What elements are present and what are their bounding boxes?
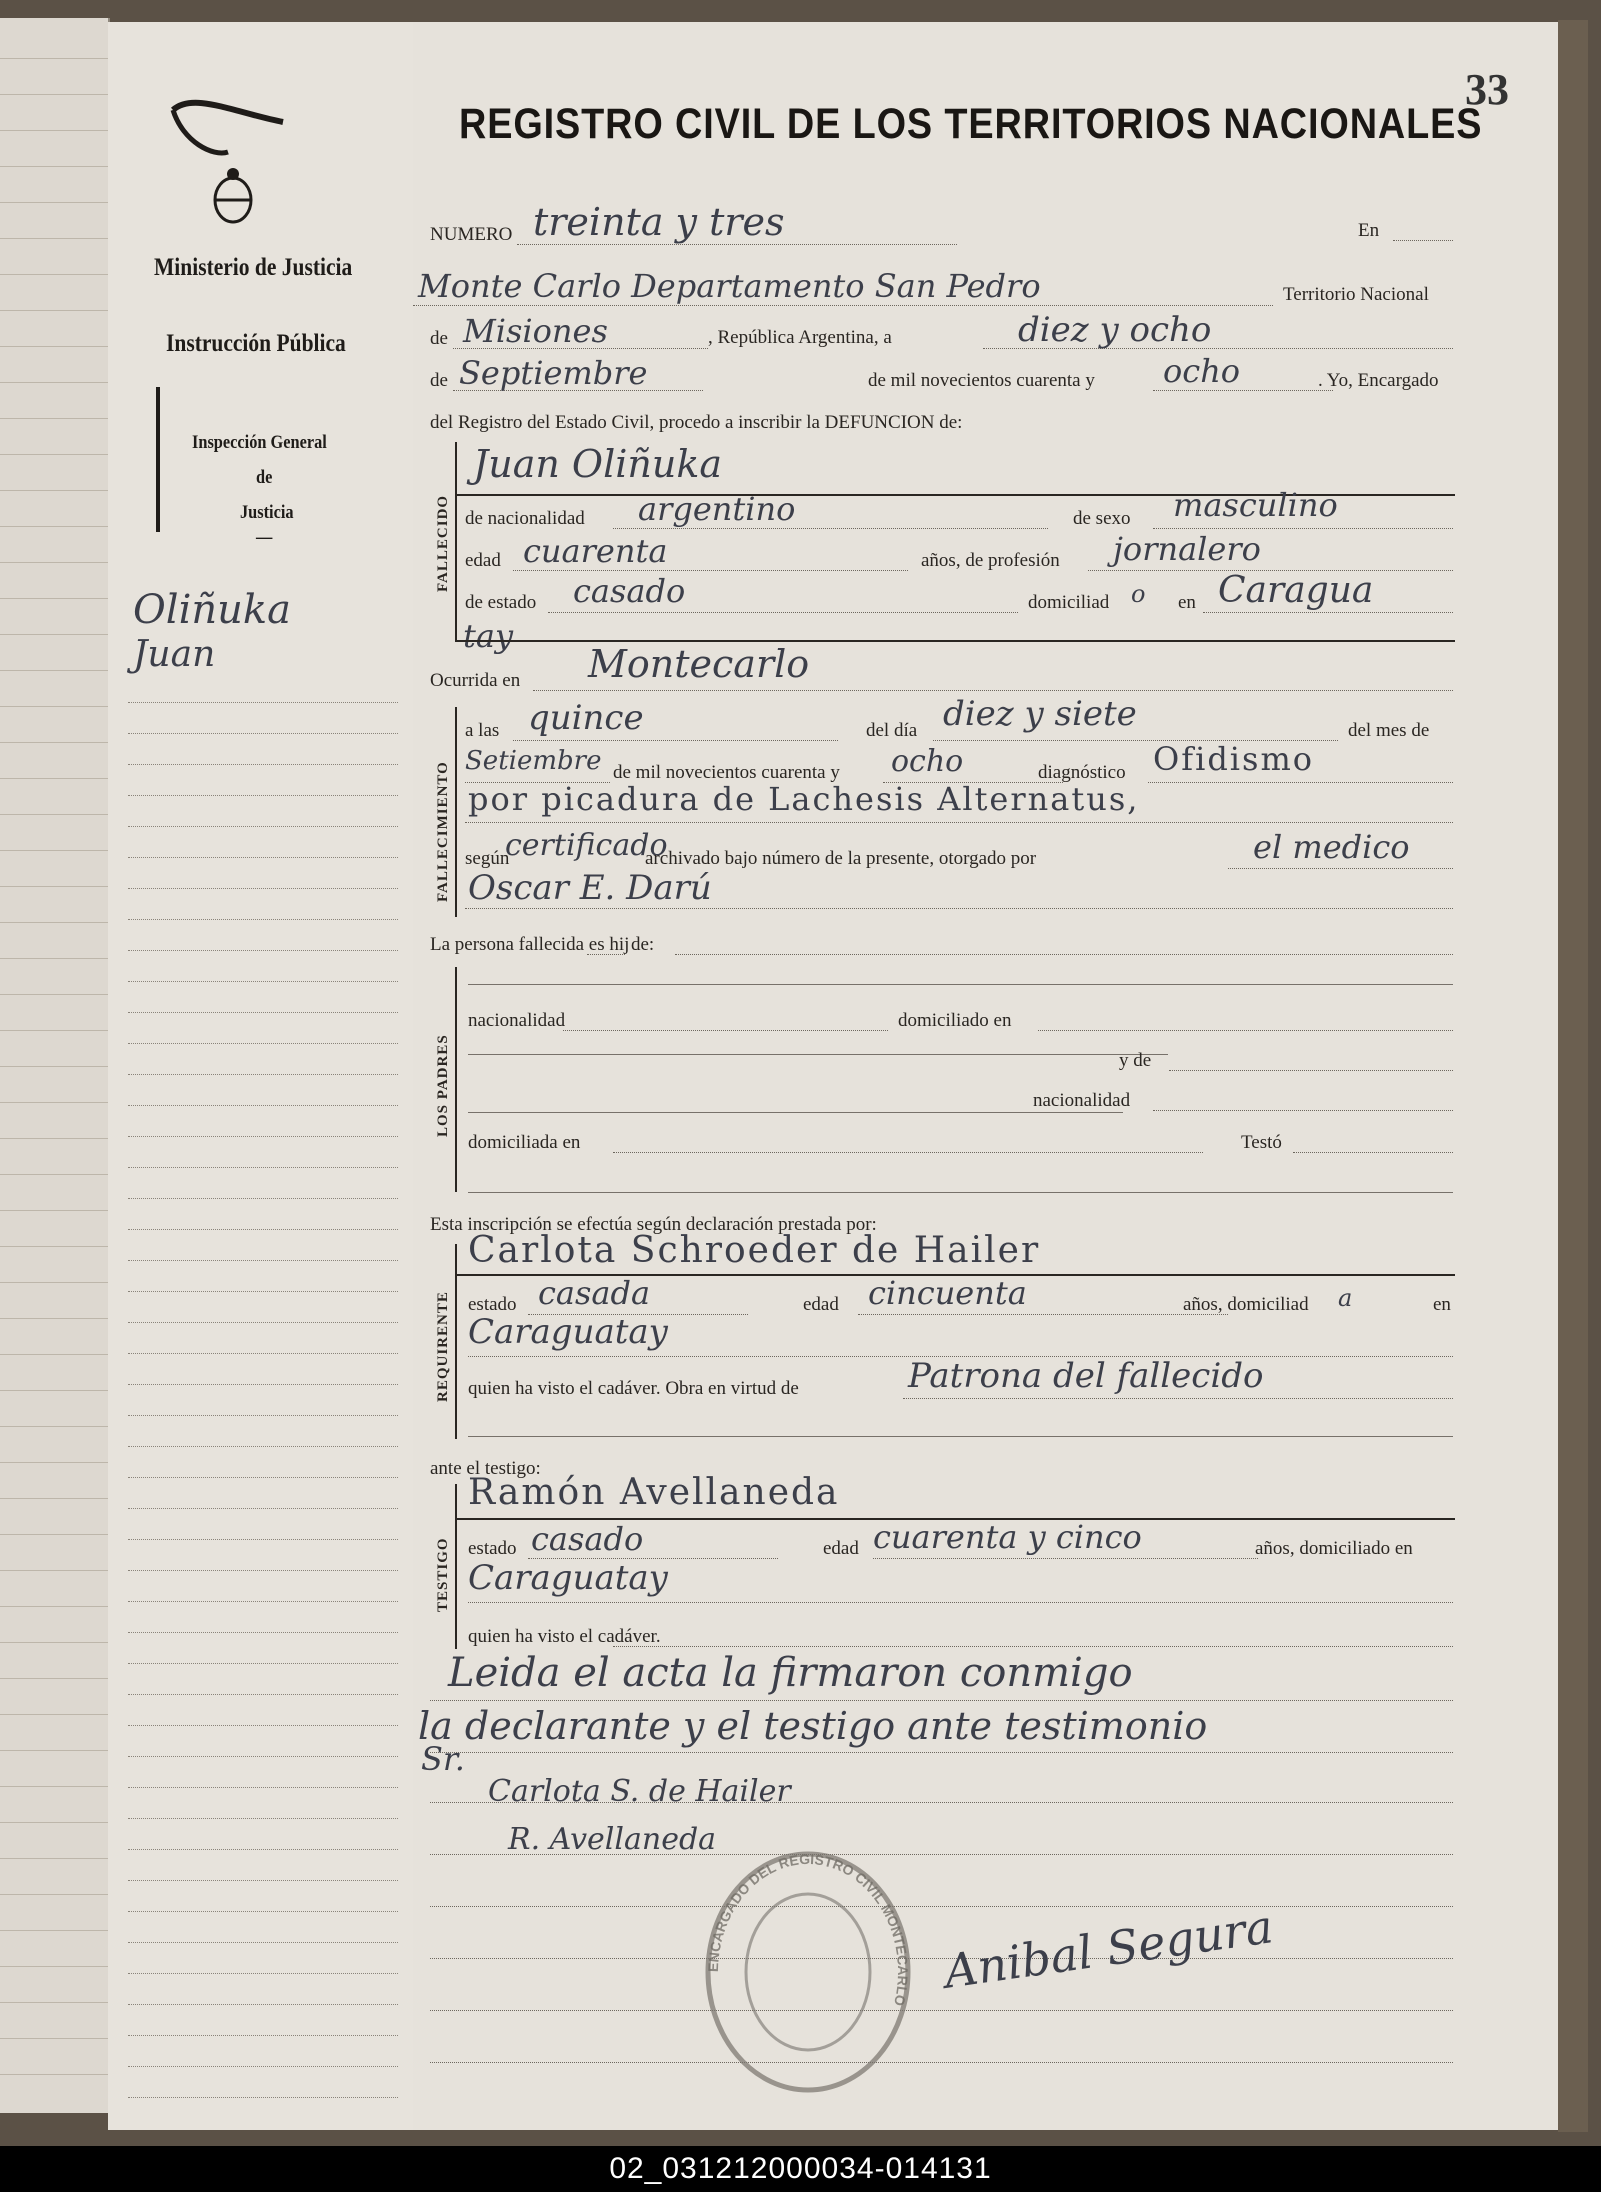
label-quien-ha-visto-obra: quien ha visto el cadáver. Obra en virtud de (468, 1378, 799, 1399)
left-page-rule (0, 1174, 108, 1175)
hw-mes-fallecimiento: Setiembre (465, 746, 602, 776)
label-archivado: archivado bajo número de la presente, otorgado por (645, 848, 1037, 869)
label-estado-testigo: estado (468, 1538, 517, 1559)
left-page-rule (0, 598, 108, 599)
label-numero: NUMERO (430, 224, 513, 245)
label-segun: según (465, 848, 510, 869)
ministry-line2: Instrucción Pública (166, 330, 346, 357)
left-page-rule (0, 1930, 108, 1931)
left-page-rule (0, 2038, 108, 2039)
section-label-requirente: REQUIRENTE (435, 1291, 451, 1402)
scan-id-footer: 02_031212000034-014131 (0, 2146, 1601, 2192)
left-page-rule (0, 238, 108, 239)
hw-estado: casado (573, 572, 686, 610)
hw-dia: diez y ocho (1018, 310, 1212, 350)
label-de-mil-cuarenta: de mil novecientos cuarenta y (613, 762, 840, 783)
left-page-rule (0, 1786, 108, 1787)
left-page-rule (0, 1318, 108, 1319)
left-page-rule (0, 310, 108, 311)
hw-diagnostico-1: Ofidismo (1153, 740, 1315, 778)
left-page-rule (0, 346, 108, 347)
label-mil-novecientos: de mil novecientos cuarenta y (868, 370, 1095, 391)
hw-hora: quince (528, 698, 644, 738)
left-page-rule (0, 1570, 108, 1571)
label-domiciliada-en: domiciliada en (468, 1132, 581, 1153)
left-page-rule (0, 814, 108, 815)
stub-rule (128, 1911, 398, 1912)
hw-firma-2: R. Avellaneda (508, 1822, 717, 1857)
left-page-rule (0, 2002, 108, 2003)
hw-otorgado-1: el medico (1253, 828, 1410, 866)
label-anos-domiciliad: años, domiciliad (1183, 1294, 1309, 1315)
official-stamp (693, 1842, 923, 2102)
label-estado-requirente: estado (468, 1294, 517, 1315)
label-edad-requirente: edad (803, 1294, 839, 1315)
stub-rule (128, 1601, 398, 1602)
stub-rule (128, 1725, 398, 1726)
hw-requirente-suffix: a (1338, 1284, 1353, 1312)
label-domiciliado-en: domiciliado en (898, 1010, 1012, 1031)
left-page-rule (0, 1138, 108, 1139)
stub-rule (128, 1198, 398, 1199)
label-de-colon: de: (631, 934, 655, 955)
hw-cierre-1: Leida el acta la firmaron conmigo (448, 1650, 1133, 1696)
hw-numero: treinta y tres (533, 200, 785, 244)
hw-requirente-domicilio: Caraguatay (468, 1312, 668, 1352)
label-en: En (1358, 220, 1380, 241)
ministry-line1: Ministerio de Justicia (154, 254, 353, 281)
left-page-rule (0, 1534, 108, 1535)
hw-requirente-edad: cincuenta (868, 1274, 1027, 1312)
stub-rule (128, 1973, 398, 1974)
stub-rule (128, 1818, 398, 1819)
label-a-las: a las (465, 720, 500, 741)
hw-anio-fallecimiento: ocho (891, 744, 964, 779)
left-page-rule (0, 1498, 108, 1499)
hw-firma-1: Carlota S. de Hailer (488, 1774, 791, 1809)
left-page-rule (0, 1606, 108, 1607)
left-page-rule (0, 1714, 108, 1715)
hw-requirente-obra: Patrona del fallecido (908, 1356, 1264, 1396)
left-page-rule (0, 1678, 108, 1679)
stub-rule (128, 826, 398, 827)
stub-rule (128, 1632, 398, 1633)
left-page-rule (0, 1030, 108, 1031)
label-ante-testigo: ante el testigo: (430, 1458, 541, 1479)
left-page-rule (0, 490, 108, 491)
stub-rule (128, 1012, 398, 1013)
left-page-rule (0, 778, 108, 779)
stub-rule (128, 1942, 398, 1943)
stub-rule (128, 1477, 398, 1478)
section-label-fallecimiento: FALLECIMIENTO (435, 761, 451, 902)
stub-rule (128, 1384, 398, 1385)
hw-mes: Septiembre (459, 354, 648, 392)
stub-rule (128, 1260, 398, 1261)
hw-anio: ocho (1163, 352, 1241, 390)
left-page-rule (0, 1210, 108, 1211)
stub-handwritten-surname: Oliñuka (133, 587, 291, 633)
stub-rule (128, 919, 398, 920)
stub-dash: — (256, 527, 273, 548)
stub-rule (128, 1539, 398, 1540)
stub-rule (128, 981, 398, 982)
left-page-rule (0, 1066, 108, 1067)
hw-profesion: jornalero (1113, 530, 1261, 568)
stub-rule (128, 1880, 398, 1881)
stub-rule (128, 1136, 398, 1137)
label-quien-ha-visto: quien ha visto el cadáver. (468, 1626, 661, 1647)
left-page-rule (0, 1858, 108, 1859)
hw-sexo: masculino (1173, 486, 1338, 524)
stub-rule (128, 1446, 398, 1447)
hw-otorgado-2: Oscar E. Darú (468, 868, 712, 908)
hw-diagnostico-2: por picadura de Lachesis Alternatus, (468, 780, 1140, 818)
stub-rule (128, 888, 398, 889)
left-page-rule (0, 1750, 108, 1751)
hw-certificado: certificado (505, 828, 668, 863)
left-page-rule (0, 94, 108, 95)
left-page-rule (0, 2074, 108, 2075)
label-edad-testigo: edad (823, 1538, 859, 1559)
hw-cierre-2: la declarante y el testigo ante testimonio (418, 1704, 1208, 1748)
stub-rule (128, 1043, 398, 1044)
left-page-rule (0, 706, 108, 707)
label-de-estado: de estado (465, 592, 537, 613)
hw-firma-encargado: Anibal Segura (940, 1899, 1277, 1999)
label-persona-hij: La persona fallecida es hij (430, 934, 630, 955)
hw-domicilio-1: Caragua (1218, 570, 1374, 611)
label-anos-domiciliado-en: años, domiciliado en (1255, 1538, 1413, 1559)
stub-rule (128, 1074, 398, 1075)
stub-rule (128, 795, 398, 796)
binder-edge (1558, 20, 1588, 2132)
stub-rule (128, 2035, 398, 2036)
inspection-line1: Inspección General (192, 432, 327, 453)
left-page-rule (0, 526, 108, 527)
label-de-sexo: de sexo (1073, 508, 1131, 529)
left-page-rule (0, 1390, 108, 1391)
left-page-rule (0, 1282, 108, 1283)
left-page-rule (0, 562, 108, 563)
coat-of-arms-emblem (153, 82, 303, 232)
hw-domiciliado-suffix: o (1131, 580, 1146, 608)
stub-rule (128, 1105, 398, 1106)
hw-dia-fallecimiento: diez y siete (943, 694, 1137, 734)
stub-rule (128, 1787, 398, 1788)
hw-requirente-estado: casada (538, 1274, 651, 1312)
stub-rule (128, 2066, 398, 2067)
stub-rule (128, 1353, 398, 1354)
label-yo-encargado: . Yo, Encargado (1318, 370, 1439, 391)
left-page-rule (0, 1642, 108, 1643)
hw-nacionalidad: argentino (638, 490, 796, 528)
stub-rule (128, 1570, 398, 1571)
left-page-rule (0, 958, 108, 959)
left-page-rule (0, 454, 108, 455)
left-page-rule (0, 922, 108, 923)
left-page-rule (0, 634, 108, 635)
left-page-rule (0, 886, 108, 887)
inspection-line2: de (256, 467, 273, 488)
left-page-rule (0, 1102, 108, 1103)
label-edad: edad (465, 550, 501, 571)
page-number: 33 (1465, 65, 1509, 114)
stub-rule (128, 2004, 398, 2005)
hw-testigo-nombre: Ramón Avellaneda (468, 1472, 840, 1513)
stub-rule (128, 1694, 398, 1695)
label-y-de: y de (1119, 1050, 1152, 1071)
label-diagnostico: diagnóstico (1038, 762, 1126, 783)
left-page-rule (0, 58, 108, 59)
left-page-rule (0, 1822, 108, 1823)
stub-rule (128, 2097, 398, 2098)
label-republica: , República Argentina, a (708, 327, 892, 348)
hw-testigo-domicilio: Caraguatay (468, 1558, 668, 1598)
left-page-rule (0, 1354, 108, 1355)
label-anos-profesion: años, de profesión (921, 550, 1060, 571)
stub-rule (128, 1849, 398, 1850)
stub-rule (128, 1167, 398, 1168)
inspection-line3: Justicia (240, 502, 294, 523)
left-page-rule (0, 130, 108, 131)
label-en-1: en (1178, 592, 1196, 613)
left-page-rule (0, 418, 108, 419)
stub-rule (128, 1415, 398, 1416)
label-en-2: en (1433, 1294, 1451, 1315)
hw-requirente-nombre: Carlota Schroeder de Hailer (468, 1230, 1041, 1271)
hw-ocurrida: Montecarlo (588, 642, 810, 686)
stub-rule (128, 1291, 398, 1292)
stub-rule (128, 733, 398, 734)
left-page-rule (0, 382, 108, 383)
label-de-1: de (430, 328, 448, 349)
left-page-rule (0, 1426, 108, 1427)
label-del-mes: del mes de (1348, 720, 1430, 741)
label-de-2: de (430, 370, 448, 391)
stub-rule (128, 1756, 398, 1757)
left-page-rule (0, 1246, 108, 1247)
hw-testigo-estado: casado (531, 1520, 644, 1558)
stub-rule (128, 1663, 398, 1664)
label-inscripcion: Esta inscripción se efectúa según declaración prestada por: (430, 1214, 877, 1235)
left-page-rule (0, 166, 108, 167)
left-page-rule (0, 274, 108, 275)
label-nacionalidad-padre: nacionalidad (468, 1010, 566, 1031)
left-page-rule (0, 850, 108, 851)
adjacent-left-page (0, 18, 110, 2113)
label-nacionalidad-madre: nacionalidad (1033, 1090, 1131, 1111)
section-label-testigo: TESTIGO (435, 1537, 451, 1612)
section-label-fallecido: FALLECIDO (435, 494, 451, 592)
label-domiciliad: domiciliad (1028, 592, 1110, 613)
hw-domicilio-2: tay (463, 617, 514, 655)
hw-edad: cuarenta (523, 532, 668, 570)
stamp-text: ENCARGADO DEL REGISTRO CIVIL MONTECARLO (704, 1850, 912, 2008)
hw-nombre: Juan Oliñuka (473, 442, 723, 486)
stub-rule (128, 764, 398, 765)
hw-territorio: Misiones (463, 312, 608, 350)
left-page-rule (0, 1462, 108, 1463)
hw-cierre-3: Sr. (421, 1740, 465, 1778)
label-ocurrida-en: Ocurrida en (430, 670, 521, 691)
svg-text:ENCARGADO DEL REGISTRO CIVIL M (705, 1851, 911, 2008)
label-de-nacionalidad: de nacionalidad (465, 508, 585, 529)
bracket-mark (148, 382, 168, 542)
section-label-los-padres: LOS PADRES (435, 1034, 451, 1137)
stub-rule (128, 1229, 398, 1230)
stub-handwritten-firstname: Juan (133, 634, 216, 675)
main-page (413, 22, 1558, 2130)
stub-rule (128, 857, 398, 858)
stub-rule (128, 1322, 398, 1323)
stub-column (108, 22, 416, 2130)
label-testo: Testó (1241, 1132, 1282, 1153)
stub-rule (128, 950, 398, 951)
stub-rule (128, 702, 398, 703)
left-page-rule (0, 1894, 108, 1895)
hw-testigo-edad: cuarenta y cinco (873, 1518, 1142, 1556)
hw-lugar: Monte Carlo Departamento San Pedro (418, 267, 1041, 305)
label-territorio-nacional: Territorio Nacional (1283, 284, 1429, 305)
document-title: REGISTRO CIVIL DE LOS TERRITORIOS NACIONALES (459, 100, 1483, 148)
left-page-rule (0, 994, 108, 995)
left-page-rule (0, 202, 108, 203)
label-del-dia: del día (866, 720, 918, 741)
left-page-rule (0, 742, 108, 743)
left-page-rule (0, 1966, 108, 1967)
stub-rule (128, 1508, 398, 1509)
left-page-rule (0, 670, 108, 671)
label-registro-line: del Registro del Estado Civil, procedo a inscribir la DEFUNCION de: (430, 412, 963, 433)
